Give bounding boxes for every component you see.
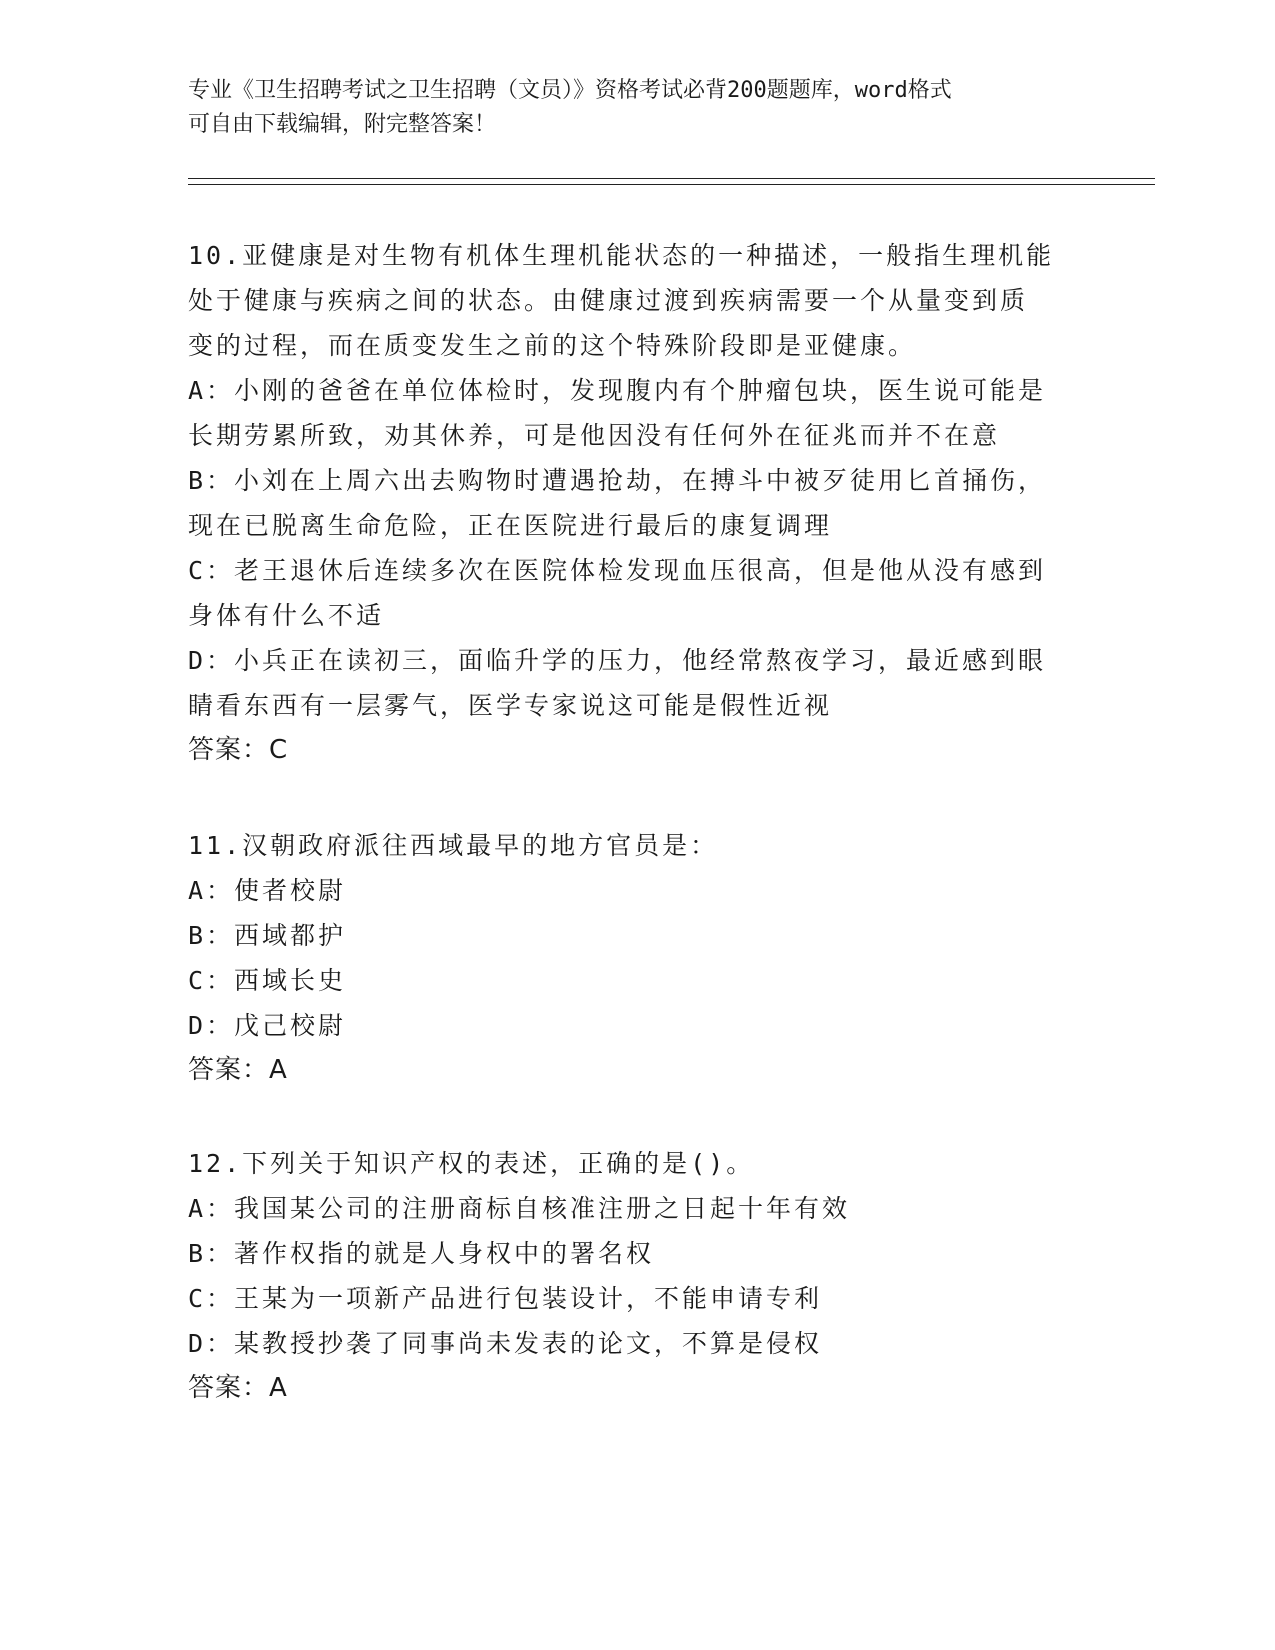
option-d: D：戊己校尉 xyxy=(188,1011,347,1040)
option-a: A：我国某公司的注册商标自核准注册之日起十年有效 xyxy=(188,1194,851,1223)
option-b: B：著作权指的就是人身权中的署名权 xyxy=(188,1239,655,1268)
option-c: C：西域长史 xyxy=(188,966,347,995)
option-a: A：使者校尉 xyxy=(188,876,347,905)
header-title-line-1: 专业《卫生招聘考试之卫生招聘（文员）》资格考试必背200题题库，word格式 xyxy=(188,78,952,103)
option-c-line: C：老王退休后连续多次在医院体检发现血压很高，但是他从没有感到 xyxy=(188,556,1047,585)
question-stem-line: 12.下列关于知识产权的表述，正确的是()。 xyxy=(188,1149,755,1178)
document-header xyxy=(188,74,1088,142)
option-b-line: B：小刘在上周六出去购物时遭遇抢劫，在搏斗中被歹徒用匕首捅伤， xyxy=(188,466,1047,495)
option-d: D：某教授抄袭了同事尚未发表的论文，不算是侵权 xyxy=(188,1329,823,1358)
option-b-line: 现在已脱离生命危险，正在医院进行最后的康复调理 xyxy=(188,511,833,540)
question-stem-line: 10.亚健康是对生物有机体生理机能状态的一种描述，一般指生理机能 xyxy=(188,241,1055,270)
option-d-line: 睛看东西有一层雾气，医学专家说这可能是假性近视 xyxy=(188,691,833,720)
option-d-line: D：小兵正在读初三，面临升学的压力，他经常熬夜学习，最近感到眼 xyxy=(188,646,1047,675)
question-12 xyxy=(188,1141,1088,1411)
option-a-line: A：小刚的爸爸在单位体检时，发现腹内有个肿瘤包块，医生说可能是 xyxy=(188,376,1047,405)
option-c-line: 身体有什么不适 xyxy=(188,601,385,630)
option-c: C：王某为一项新产品进行包装设计，不能申请专利 xyxy=(188,1284,823,1313)
question-11 xyxy=(188,823,1088,1093)
header-title-line-2: 可自由下载编辑，附完整答案！ xyxy=(188,112,497,137)
question-stem-line: 处于健康与疾病之间的状态。由健康过渡到疾病需要一个从量变到质 xyxy=(188,286,1029,315)
answer-line: 答案：A xyxy=(188,1373,288,1403)
header-divider xyxy=(188,178,1155,185)
question-stem-line: 11.汉朝政府派往西域最早的地方官员是： xyxy=(188,831,719,860)
question-stem-line: 变的过程，而在质变发生之前的这个特殊阶段即是亚健康。 xyxy=(188,331,917,360)
option-b: B：西域都护 xyxy=(188,921,347,950)
answer-line: 答案：A xyxy=(188,1055,288,1085)
answer-line: 答案：C xyxy=(188,735,289,765)
option-a-line: 长期劳累所致，劝其休养，可是他因没有任何外在征兆而并不在意 xyxy=(188,421,1001,450)
question-10 xyxy=(188,233,1088,773)
